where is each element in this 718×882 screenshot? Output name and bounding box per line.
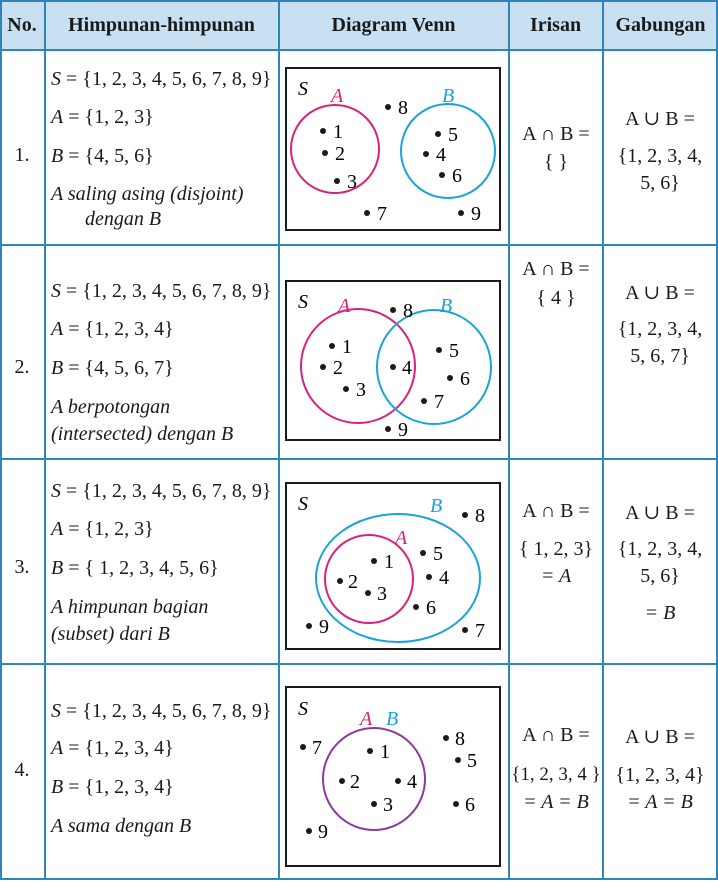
point-label: 2 xyxy=(333,357,343,379)
set-b-definition: B = { 1, 2, 3, 4, 5, 6} xyxy=(51,557,219,579)
label-a: A xyxy=(360,708,373,730)
point-label: 5 xyxy=(467,750,477,772)
union-line-3: = A = B xyxy=(627,791,693,813)
intersection-line-3: = A xyxy=(540,565,572,587)
point-dot xyxy=(367,748,373,754)
point-label: 6 xyxy=(465,794,475,816)
header-venn: Diagram Venn xyxy=(331,13,456,36)
point-label: 9 xyxy=(471,203,481,225)
set-a-definition: A = {1, 2, 3, 4} xyxy=(51,318,174,340)
point-dot xyxy=(385,426,391,432)
point-dot xyxy=(371,558,377,564)
point-dot xyxy=(443,735,449,741)
relation-line-2: (subset) dari B xyxy=(51,623,170,645)
point-label: 4 xyxy=(436,144,446,166)
point-label: 2 xyxy=(348,571,358,593)
point-label: 3 xyxy=(383,794,393,816)
point-label: 7 xyxy=(377,203,387,225)
point-label: 5 xyxy=(449,340,459,362)
set-s-definition: S = {1, 2, 3, 4, 5, 6, 7, 8, 9} xyxy=(51,68,272,90)
venn-points xyxy=(300,728,477,843)
point-label: 6 xyxy=(452,165,462,187)
venn-diagram-2 xyxy=(280,246,508,458)
point-dot xyxy=(337,578,343,584)
row-number: 2. xyxy=(14,355,30,378)
union-line-2: {1, 2, 3, 4, xyxy=(617,538,703,560)
point-label: 1 xyxy=(333,121,343,143)
point-dot xyxy=(385,104,391,110)
point-label: 7 xyxy=(434,391,444,413)
row-number: 3. xyxy=(14,555,30,578)
point-label: 1 xyxy=(380,741,390,763)
union-line-1: A ∪ B = xyxy=(625,108,695,130)
label-s: S xyxy=(298,698,308,720)
intersection-line-1: A ∩ B = xyxy=(522,123,590,145)
union-line-2: {1, 2, 3, 4, xyxy=(617,318,703,340)
point-label: 7 xyxy=(312,737,322,759)
label-s: S xyxy=(298,291,308,313)
relation-line-1: A berpotongan xyxy=(51,396,171,418)
point-label: 5 xyxy=(448,124,458,146)
set-s-definition: S = {1, 2, 3, 4, 5, 6, 7, 8, 9} xyxy=(51,700,272,722)
universe-box xyxy=(286,68,500,230)
row-number: 1. xyxy=(14,143,30,166)
point-label: 6 xyxy=(426,597,436,619)
header-sets: Himpunan-himpunan xyxy=(68,13,255,36)
union-line-3: 5, 6} xyxy=(640,172,680,194)
set-a-definition: A = {1, 2, 3, 4} xyxy=(51,737,174,759)
union-line-2: {1, 2, 3, 4, xyxy=(617,145,703,167)
label-a: A xyxy=(338,295,351,317)
point-label: 9 xyxy=(319,616,329,638)
point-label: 3 xyxy=(347,171,357,193)
set-a-definition: A = {1, 2, 3} xyxy=(51,106,154,128)
point-label: 8 xyxy=(475,505,485,527)
point-dot xyxy=(435,131,441,137)
venn-points xyxy=(320,97,481,225)
grid-line xyxy=(0,0,2,880)
point-dot xyxy=(364,210,370,216)
point-dot xyxy=(447,375,453,381)
point-dot xyxy=(334,178,340,184)
row-number: 4. xyxy=(14,758,30,781)
point-label: 6 xyxy=(460,368,470,390)
point-dot xyxy=(339,778,345,784)
point-label: 4 xyxy=(407,771,417,793)
intersection-line-1: A ∩ B = xyxy=(522,258,590,280)
point-dot xyxy=(413,604,419,610)
label-b: B xyxy=(386,708,399,730)
point-dot xyxy=(423,151,429,157)
label-s: S xyxy=(298,78,308,100)
circle-b xyxy=(401,104,495,198)
union-line-3: 5, 6} xyxy=(640,565,680,587)
intersection-line-1: A ∩ B = xyxy=(522,500,590,522)
grid-line xyxy=(0,0,718,2)
relation-line-2: (intersected) dengan B xyxy=(51,423,234,445)
point-dot xyxy=(329,343,335,349)
set-b-definition: B = {1, 2, 3, 4} xyxy=(51,776,174,798)
point-dot xyxy=(462,512,468,518)
union-line-4: = B xyxy=(644,602,676,624)
point-label: 4 xyxy=(402,357,412,379)
relation-line-1: A saling asing (disjoint) xyxy=(51,183,244,205)
label-a: A xyxy=(395,527,408,549)
union-line-1: A ∪ B = xyxy=(625,502,695,524)
grid-line xyxy=(0,878,718,880)
intersection-line-2: {1, 2, 3, 4 } xyxy=(511,764,601,785)
label-b: B xyxy=(442,85,455,107)
header-no: No. xyxy=(7,13,37,36)
relation-line-1: A himpunan bagian xyxy=(51,596,209,618)
point-dot xyxy=(306,828,312,834)
label-a: A xyxy=(331,85,344,107)
point-dot xyxy=(365,590,371,596)
header-intersection: Irisan xyxy=(529,13,582,36)
point-dot xyxy=(420,550,426,556)
point-dot xyxy=(436,347,442,353)
point-label: 8 xyxy=(455,728,465,750)
point-dot xyxy=(300,744,306,750)
union-line-1: A ∪ B = xyxy=(625,726,695,748)
set-s-definition: S = {1, 2, 3, 4, 5, 6, 7, 8, 9} xyxy=(51,480,272,502)
point-label: 8 xyxy=(403,300,413,322)
point-label: 1 xyxy=(342,336,352,358)
point-dot xyxy=(320,364,326,370)
intersection-line-2: { 4 } xyxy=(536,287,576,309)
venn-diagram-1 xyxy=(280,51,508,244)
point-label: 8 xyxy=(398,97,408,119)
venn-diagram-4 xyxy=(280,665,508,878)
venn-diagram-3 xyxy=(280,460,508,663)
point-dot xyxy=(455,757,461,763)
point-dot xyxy=(390,364,396,370)
point-dot xyxy=(462,627,468,633)
set-b-definition: B = {4, 5, 6, 7} xyxy=(51,357,174,379)
point-dot xyxy=(395,778,401,784)
relation-line-2: dengan B xyxy=(85,208,162,230)
intersection-line-2: { } xyxy=(543,151,569,173)
point-dot xyxy=(322,150,328,156)
set-b-definition: B = {4, 5, 6} xyxy=(51,145,154,167)
set-s-definition: S = {1, 2, 3, 4, 5, 6, 7, 8, 9} xyxy=(51,280,272,302)
point-dot xyxy=(343,386,349,392)
set-a-definition: A = {1, 2, 3} xyxy=(51,518,154,540)
circle-a xyxy=(301,309,415,423)
label-b: B xyxy=(430,495,443,517)
point-dot xyxy=(390,307,396,313)
point-dot xyxy=(458,210,464,216)
point-label: 9 xyxy=(398,419,408,441)
point-label: 9 xyxy=(318,821,328,843)
point-label: 2 xyxy=(350,771,360,793)
point-label: 3 xyxy=(356,379,366,401)
point-label: 3 xyxy=(377,583,387,605)
point-dot xyxy=(421,398,427,404)
point-label: 7 xyxy=(475,620,485,642)
point-label: 2 xyxy=(335,143,345,165)
label-s: S xyxy=(298,493,308,515)
intersection-line-1: A ∩ B = xyxy=(522,724,590,746)
grid-line xyxy=(44,0,46,880)
point-dot xyxy=(439,172,445,178)
point-dot xyxy=(371,801,377,807)
label-b: B xyxy=(440,295,453,317)
point-dot xyxy=(306,623,312,629)
intersection-line-2: { 1, 2, 3} xyxy=(518,538,594,560)
point-label: 1 xyxy=(384,551,394,573)
point-label: 5 xyxy=(433,543,443,565)
point-dot xyxy=(453,801,459,807)
universe-box xyxy=(286,281,500,440)
intersection-line-3: = A = B xyxy=(523,791,589,813)
point-dot xyxy=(320,128,326,134)
union-line-3: 5, 6, 7} xyxy=(630,345,690,367)
relation-line-1: A sama dengan B xyxy=(51,815,192,837)
union-line-1: A ∪ B = xyxy=(625,282,695,304)
point-dot xyxy=(426,574,432,580)
union-line-2: {1, 2, 3, 4} xyxy=(615,764,705,786)
point-label: 4 xyxy=(439,567,449,589)
header-union: Gabungan xyxy=(615,13,706,36)
